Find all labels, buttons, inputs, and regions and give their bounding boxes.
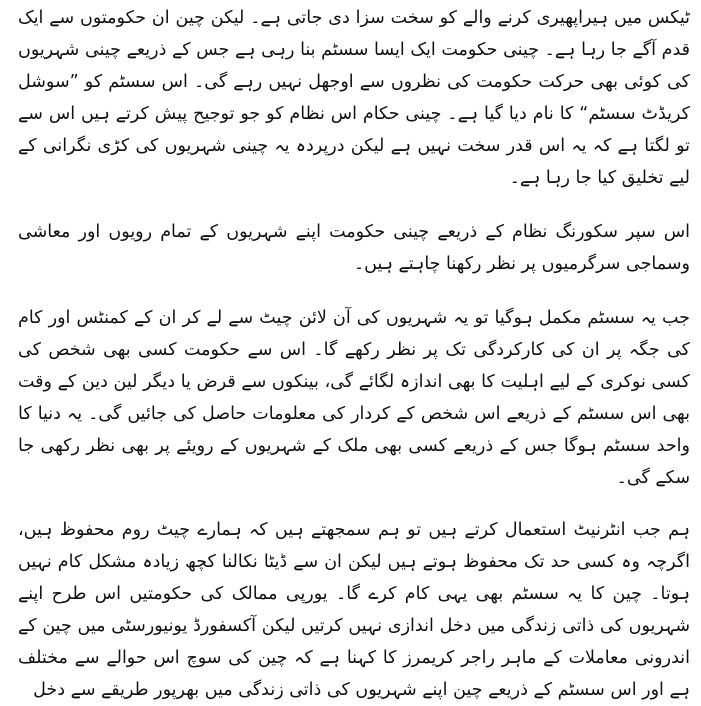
article-paragraph: اس سپر سکورنگ نظام کے ذریعے چینی حکومت اپنے شہریوں کے تمام رویوں اور معاشی وسماجی سرگرمیوں پر نظر رکھنا چاہتے ہیں۔ xyxy=(18,222,690,274)
article-paragraph: ٹیکس میں ہیراپھیری کرنے والے کو سخت سزا دی جاتی ہے۔ لیکن چین ان حکومتوں سے ایک قدم آگے جا رہا ہے۔ چینی حکومت ایک ایسا سسٹم بنا رہی ہے جس کے ذریعے چینی شہریوں کی کوئی بھی حرکت حکومت کی نظروں سے اوجھل نہیں رہے گی۔ اس سسٹم کو ”سوشل کریڈٹ سسٹم“ کا نام دیا گیا ہے۔ چینی حکام اس نظام کو جو توجیح پیش کرتے ہیں اس سے تو لگتا ہے کہ یہ اس قدر سخت نہیں ہے لیکن درپردہ یہ چینی شہریوں کی کڑی نگرانی کے لیے تخلیق کیا جا رہا ہے۔ xyxy=(18,8,690,188)
article-paragraph: جب یہ سسٹم مکمل ہوگیا تو یہ شہریوں کی آن لائن چیٹ سے لے کر ان کے کمنٹس اور کام کی جگہ پر ان کی کارکردگی تک پر نظر رکھے گا۔ اس سے حکومت کسی بھی شخص کی کسی نوکری کے لیے اہلیت کا بھی اندازہ لگائے گی، بینکوں سے قرض یا دیگر لین دین کے وقت بھی اس سسٹم کے ذریعے اس شخص کے کردار کی معلومات حاصل کی جائیں گی۔ یہ دنیا کا واحد سسٹم ہوگا جس کے ذریعے کسی بھی ملک کے شہریوں کے رویئے پر بھی نظر رکھی جا سکے گی۔ xyxy=(18,308,690,488)
article-paragraph: ہم جب انٹرنیٹ استعمال کرتے ہیں تو ہم سمجھتے ہیں کہ ہمارے چیٹ روم محفوظ ہیں، اگرچہ وہ کسی حد تک محفوظ ہوتے ہیں لیکن ان سے ڈیٹا نکالنا کچھ زیادہ مشکل کام نہیں ہوتا۔ چین کا یہ سسٹم بھی یہی کام کرے گا۔ یورپی ممالک کی حکومتیں اس طرح اپنے شہریوں کی ذاتی زندگی میں دخل اندازی نہیں کرتیں لیکن آکسفورڈ یونیورسٹی میں چین کے اندرونی معاملات کے ماہر راجر کریمرز کا کہنا ہے کہ چین کی سوچ اس حوالے سے مختلف ہے اور اس سسٹم کے ذریعے چین اپنے شہریوں کی ذاتی زندگی میں بھرپور طریقے سے دخل xyxy=(18,520,690,700)
article-body xyxy=(18,2,690,706)
